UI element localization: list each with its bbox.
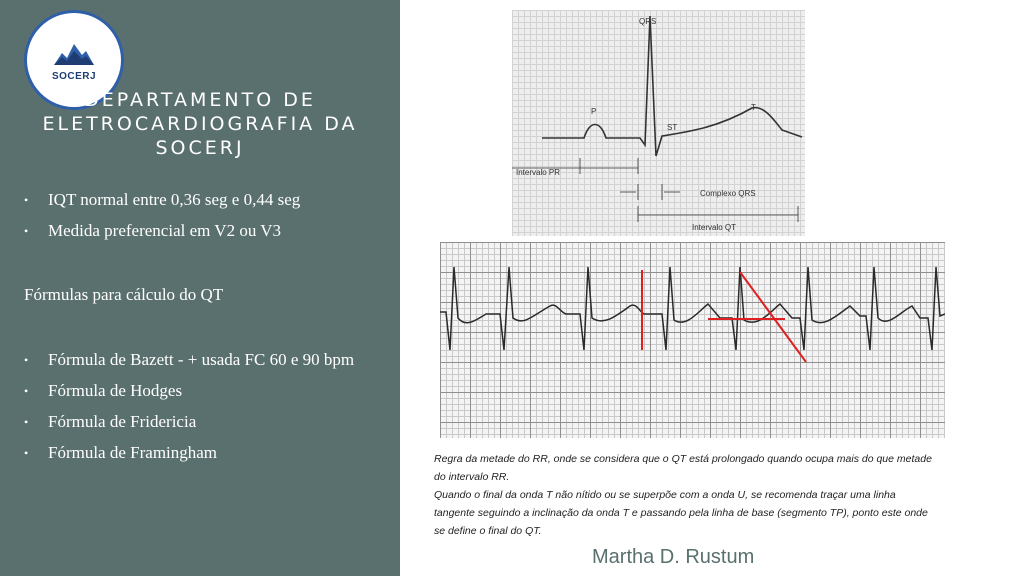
ecg-trace [542, 16, 802, 156]
caption-line: Quando o final da onda T não nítido ou se superpõe com a onda U, se recomenda traçar uma linha [434, 489, 896, 501]
ecg-strip-trace [440, 267, 945, 350]
heart-mountain-icon [52, 39, 96, 69]
t-wave-tangent-line [740, 272, 806, 362]
list-item: • Fórmula de Fridericia [24, 412, 364, 432]
formulas-list [24, 350, 364, 474]
ecg-waveform-diagram [512, 10, 805, 236]
list-item: • Fórmula de Bazett - + usada FC 60 e 90 bpm [24, 350, 364, 370]
list-item: • Fórmula de Hodges [24, 381, 364, 401]
list-item: • Fórmula de Framingham [24, 443, 364, 463]
caption-line: se define o final do QT. [434, 525, 542, 537]
st-label: ST [667, 123, 678, 132]
list-item: • Medida preferencial em V2 ou V3 [24, 221, 364, 241]
qt-facts-list [24, 190, 364, 252]
sidebar-panel [0, 0, 400, 576]
qt-interval-label: Intervalo QT [692, 223, 737, 232]
pr-interval-label: Intervalo PR [516, 168, 561, 177]
caption-line: Regra da metade do RR, onde se considera que o QT está prolongado quando ocupa mais do que metade [434, 453, 932, 465]
formulas-heading: Fórmulas para cálculo do QT [24, 285, 224, 304]
t-wave-label: T [751, 103, 756, 112]
ecg-rhythm-strip [440, 242, 945, 438]
ecg-waveform-svg [512, 10, 805, 236]
caption-line: do intervalo RR. [434, 471, 510, 483]
caption-line: tangente seguindo a inclinação da onda T e passando pela linha de base (segmento TP), ponto este onde [434, 507, 928, 519]
p-wave-label: P [591, 107, 597, 116]
list-item: • IQT normal entre 0,36 seg e 0,44 seg [24, 190, 364, 210]
qrs-complex-label: Complexo QRS [700, 189, 756, 198]
department-title: DEPARTAMENTO DE ELETROCARDIOGRAFIA DA SOCERJ [42, 89, 358, 159]
logo-text: SOCERJ [51, 70, 97, 82]
ecg-strip-svg [440, 242, 945, 438]
figure-caption [434, 450, 994, 540]
author-name: Martha D. Rustum [592, 546, 755, 568]
qrs-label: QRS [639, 17, 657, 26]
